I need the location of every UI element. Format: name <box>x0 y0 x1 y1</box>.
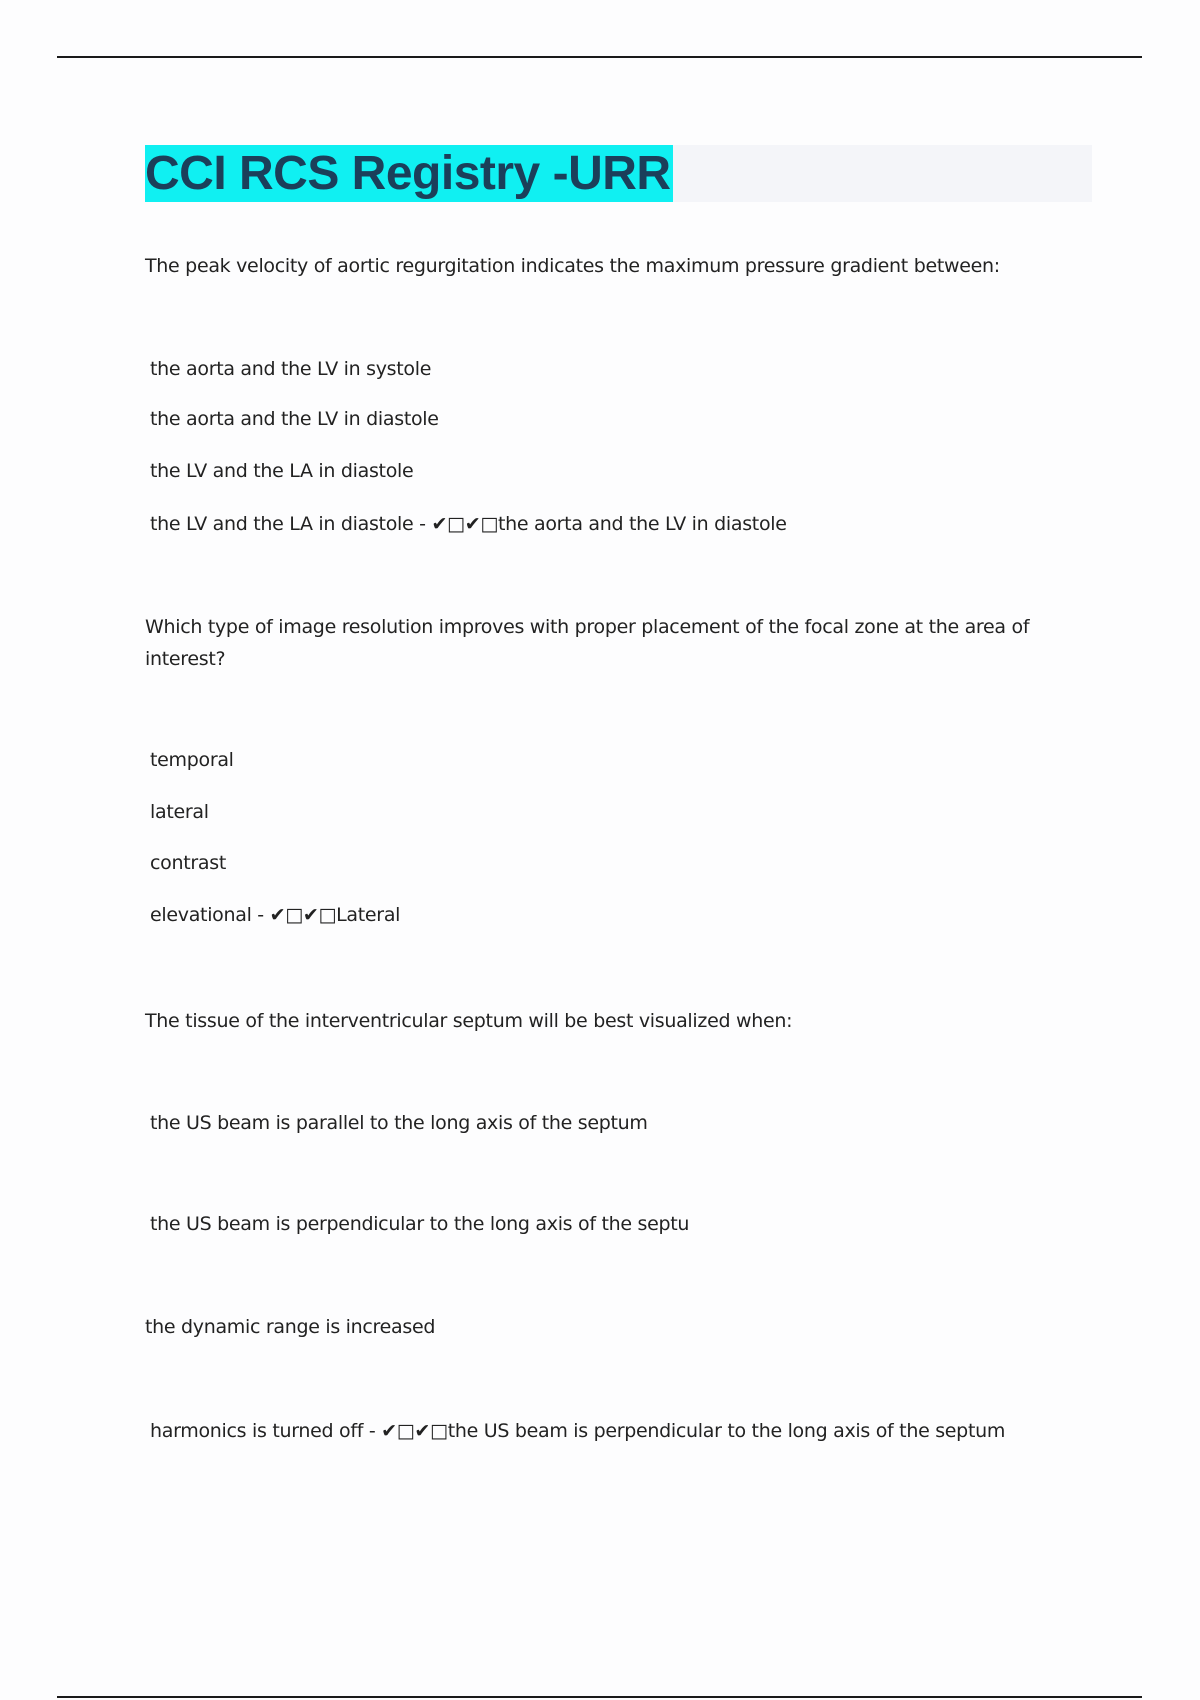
question-3-answer: harmonics is turned off - ✔□✔□the US beam is perpendicular to the long axis of the septum <box>150 1420 1006 1442</box>
question-1-option-1: the aorta and the LV in systole <box>150 358 432 380</box>
question-2-prompt: Which type of image resolution improves with proper placement of the focal zone at the area of interest? <box>145 616 1030 670</box>
question-2-answer: elevational - ✔□✔□Lateral <box>150 904 401 926</box>
question-2-option-2: lateral <box>150 801 209 823</box>
question-3-prompt: The tissue of the interventricular septum will be best visualized when: <box>145 1010 793 1032</box>
document-title: CCI RCS Registry -URR <box>145 147 671 200</box>
question-1-prompt: The peak velocity of aortic regurgitation indicates the maximum pressure gradient between: <box>145 255 1000 277</box>
question-1-option-3: the LV and the LA in diastole <box>150 460 414 482</box>
question-3-option-3: the dynamic range is increased <box>145 1316 436 1338</box>
question-3-option-1: the US beam is parallel to the long axis of the septum <box>150 1112 648 1134</box>
header-rule <box>57 56 1142 58</box>
question-2-option-3: contrast <box>150 852 226 874</box>
question-1-answer: the LV and the LA in diastole - ✔□✔□the aorta and the LV in diastole <box>150 513 787 535</box>
question-2-option-1: temporal <box>150 749 234 771</box>
question-3-option-2: the US beam is perpendicular to the long axis of the septu <box>150 1213 690 1235</box>
footer-rule <box>57 1696 1142 1698</box>
question-1-option-2: the aorta and the LV in diastole <box>150 408 439 430</box>
